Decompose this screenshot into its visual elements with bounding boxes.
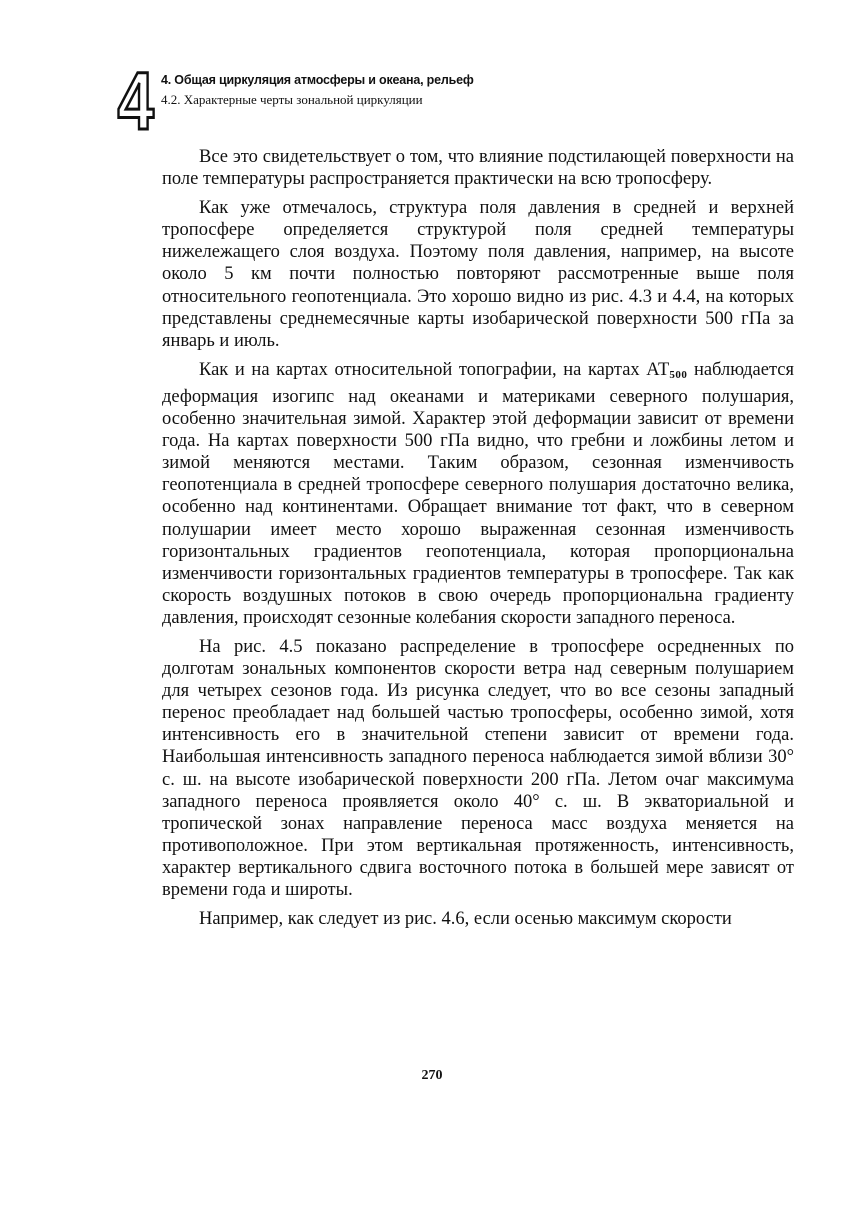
running-head: [161, 71, 474, 109]
paragraph-3-start: Как и на картах относительной топографии, на картах АТ: [199, 359, 670, 380]
paragraph-3-rest: наблюдается деформация изогипс над океанами и материками северного полушария, особенно значительная зимой. Характер этой деформации зависит от времени года. На картах поверхности 500 гПа видно, что гребни и ложбины летом и зимой меняются местами. Таким образом, сезонная изменчивость геопотенциала в средней тропосфере северного полушария достаточно велика, особенно над континентами. Обращает внимание тот факт, что в северном полушарии имеет место хорошо выраженная сезонная изменчивость горизонтальных градиентов геопотенциала, которая пропорциональна изменчивости горизонтальных градиентов температуры в тропосфере. Так как скорость воздушных потоков в свою очередь пропорциональна градиенту давления, происходят сезонные колебания скорости западного переноса.: [162, 359, 794, 628]
chapter-number-mark: [112, 56, 160, 147]
chapter-number: 4: [117, 56, 155, 147]
section-title: 4.2. Характерные черты зональной циркуляции: [161, 92, 423, 107]
paragraph-3: [162, 359, 794, 629]
paragraph-2: Как уже отмечалось, структура поля давления в средней и верхней тропосфере определяется структурой поля средней температуры нижележащего слоя воздуха. Поэтому поля давления, например, на высоте около 5 км почти полностью повторяют рассмотренные выше поля относительного геопотенциала. Это хорошо видно из рис. 4.3 и 4.4, на которых представлены среднемесячные карты изобарической поверхности 500 гПа за январь и июль.: [162, 198, 794, 351]
body-text: [162, 146, 794, 937]
paragraph-5: Например, как следует из рис. 4.6, если осенью максимум скорости: [199, 909, 732, 930]
paragraph-1: Все это свидетельствует о том, что влияние подстилающей поверхности на поле температуры распространяется практически на всю тропосферу.: [162, 147, 794, 190]
page-number: 270: [421, 1068, 443, 1083]
chapter-title: 4. Общая циркуляция атмосферы и океана, рельеф: [161, 73, 474, 87]
paragraph-4: На рис. 4.5 показано распределение в тропосфере осредненных по долготам зональных компонентов скорости ветра над северным полушарием для четырех сезонов года. Из рисунка следует, что во все сезоны западный перенос преобладает над большей частью тропосферы, особенно зимой, хотя интенсивность его в значительной степени зависит от времени года. Наибольшая интенсивность западного переноса наблюдается зимой вблизи 30° с. ш. на высоте изобарической поверхности 200 гПа. Летом очаг максимума западного переноса проявляется около 40° с. ш. В экваториальной и тропической зонах направление переноса масс воздуха меняется на противоположное. При этом вертикальная протяженность, интенсивность, характер вертикального сдвига восточного потока в большей мере зависят от времени года и широты.: [162, 636, 794, 900]
at500-subscript: 500: [669, 368, 688, 381]
